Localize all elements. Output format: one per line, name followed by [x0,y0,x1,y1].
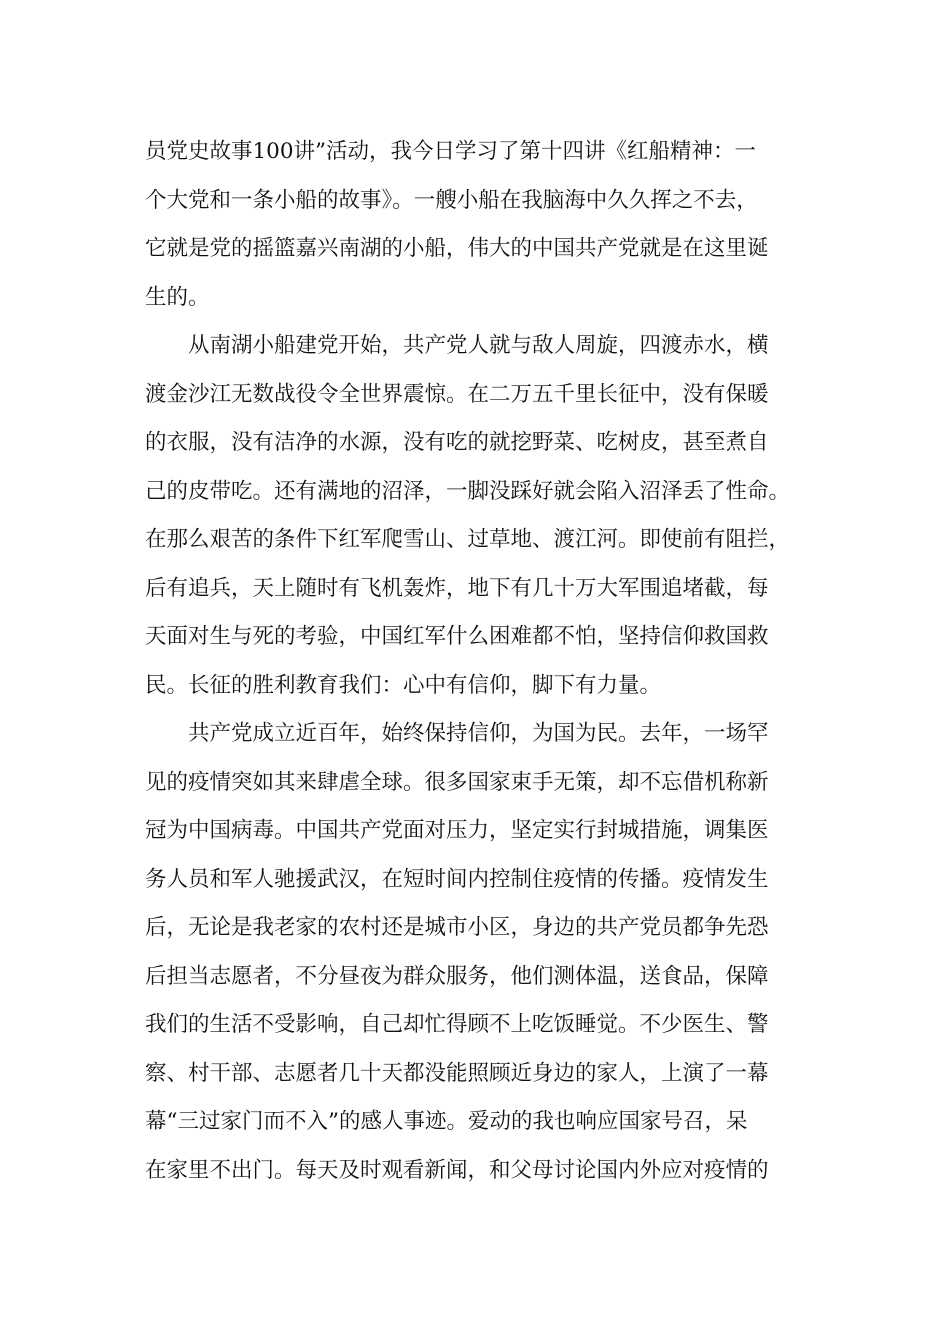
text-line: 民。长征的胜利教育我们：心中有信仰，脚下有力量。 [145,672,662,698]
text-line: 我们的生活不受影响，自己却忙得顾不上吃饭睡觉。不少医生、警 [145,1012,769,1037]
text-line: 己的皮带吃。还有满地的沼泽，一脚没踩好就会陷入沼泽丢了性命。 [145,478,791,504]
text-line: 务人员和军人驰援武汉，在短时间内控制住疫情的传播。疫情发生 [145,866,769,892]
text-line: 见的疫情突如其来肆虐全球。很多国家束手无策，却不忘借机称新 [145,769,769,795]
text-line: 员党史故事100讲”活动，我今日学习了第十四讲《红船精神：一 [145,139,757,164]
text-line: 个大党和一条小船的故事》。一艘小船在我脑海中久久挥之不去， [145,187,758,213]
paragraph-3 [145,710,825,1195]
paragraph-1 [145,128,825,322]
text-line: 冠为中国病毒。中国共产党面对压力，坚定实行封城措施，调集医 [145,818,769,843]
text-line: 幕“三过家门而不入”的感人事迹。爱动的我也响应国家号召，呆 [145,1109,748,1134]
text-line: 察、村干部、志愿者几十天都没能照顾近身边的家人，上演了一幕 [145,1060,769,1086]
text-line: 从南湖小船建党开始，共产党人就与敌人周旋，四渡赤水，横 [145,333,769,358]
text-line: 在那么艰苦的条件下红军爬雪山、过草地、渡江河。即使前有阻拦， [145,527,791,552]
text-line: 在家里不出门。每天及时观看新闻，和父母讨论国内外应对疫情的 [145,1157,769,1183]
paragraph-2 [145,322,825,710]
text-line: 的衣服，没有洁净的水源，没有吃的就挖野菜、吃树皮，甚至煮自 [145,430,769,455]
text-line: 共产党成立近百年，始终保持信仰，为国为民。去年，一场罕 [145,721,769,746]
text-line: 天面对生与死的考验，中国红军什么困难都不怕，坚持信仰救国救 [145,624,769,649]
text-line: 后有追兵，天上随时有飞机轰炸，地下有几十万大军围追堵截，每 [145,575,769,601]
text-line: 后，无论是我老家的农村还是城市小区，身边的共产党员都争先恐 [145,915,769,940]
text-line: 生的。 [145,284,210,310]
text-line: 它就是党的摇篮嘉兴南湖的小船，伟大的中国共产党就是在这里诞 [145,236,769,261]
text-line: 后担当志愿者，不分昼夜为群众服务，他们测体温，送食品，保障 [145,963,769,989]
document-body [145,128,825,1195]
text-line: 渡金沙江无数战役令全世界震惊。在二万五千里长征中，没有保暖 [145,381,769,407]
